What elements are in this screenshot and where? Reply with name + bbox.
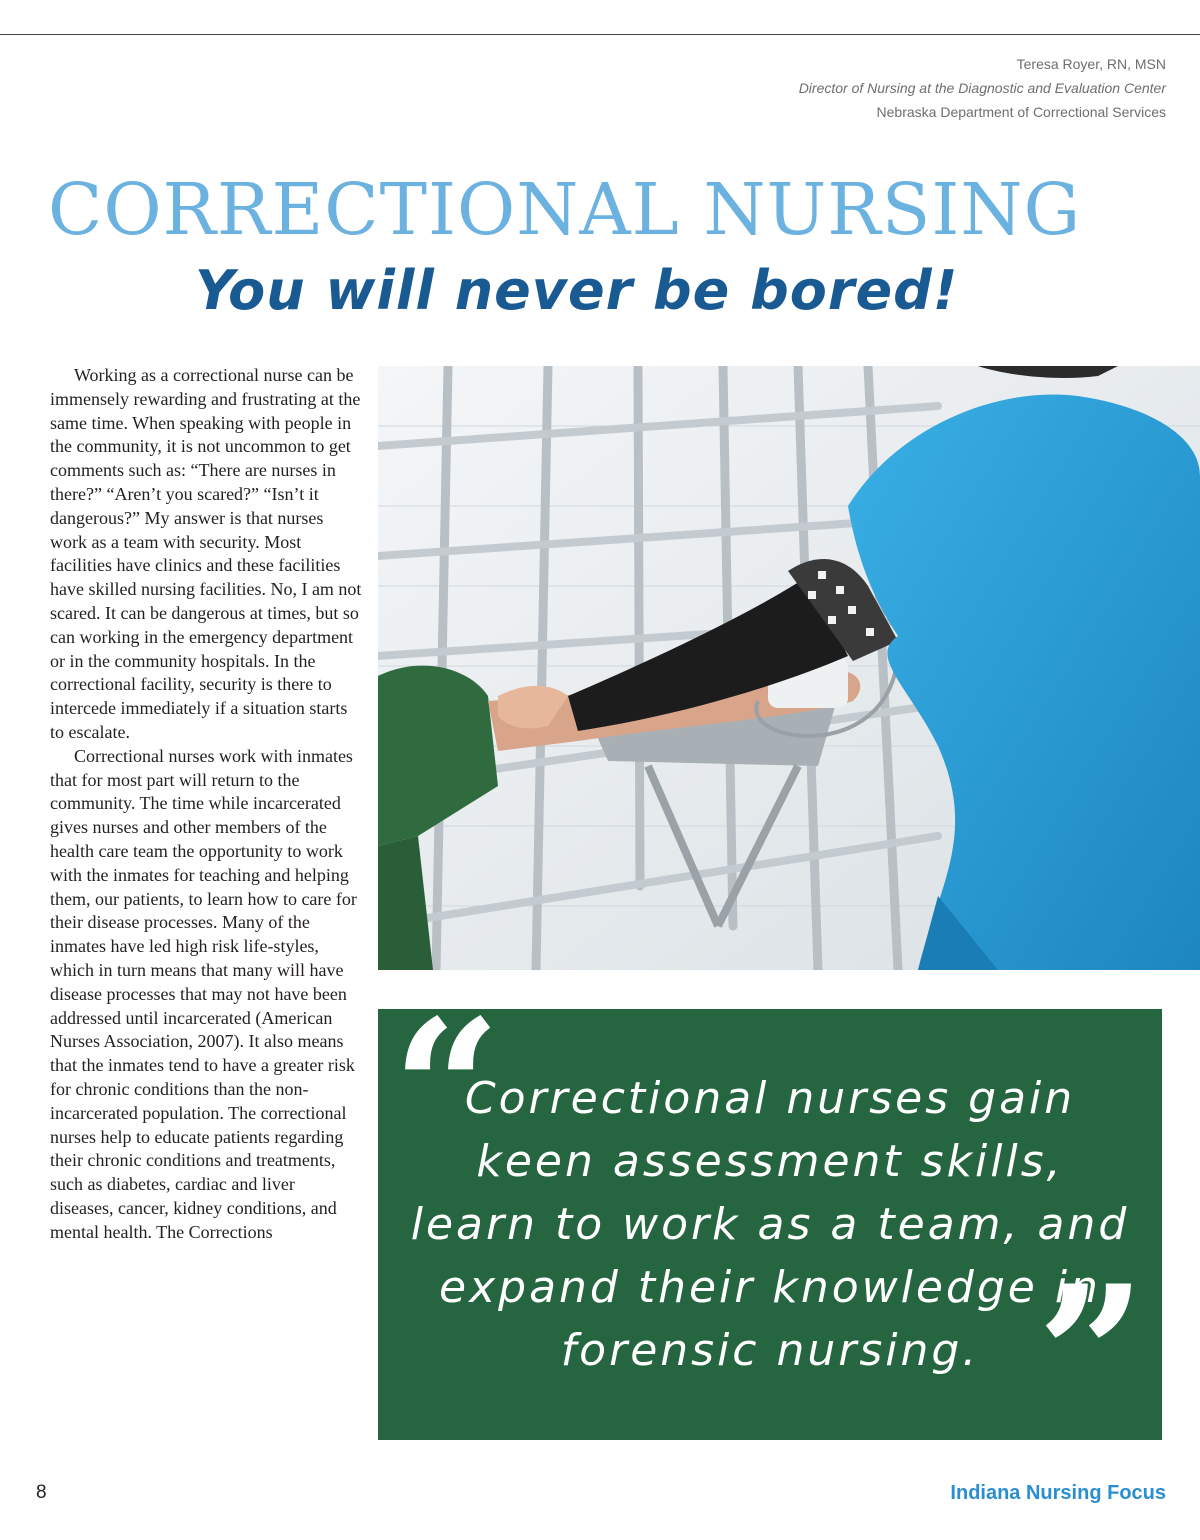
pull-quote [378,978,1162,1467]
open-quote-mark: “ [392,978,502,1201]
top-rule [0,34,1200,35]
author-name: Teresa Royer, RN, MSN [1016,56,1166,72]
article-photo [378,366,1200,970]
author-organization: Nebraska Department of Correctional Services [876,104,1166,120]
author-role: Director of Nursing at the Diagnostic and Evaluation Center [798,80,1166,96]
byline [799,52,1166,124]
article-title: CORRECTIONAL NURSING [48,168,1082,251]
nurse-blood-pressure-illustration [378,366,1200,970]
pull-quote-text: Correctional nurses gain keen assessment skills, learn to work as a team, and expand their knowledge in forensic nursing. [410,1073,1130,1376]
page-number: 8 [36,1482,47,1503]
body-paragraph: Working as a correctional nurse can be immensely rewarding and frustrating at the same time. When speaking with people in the community, it is not uncommon to get comments such as: “There are nurses in there?” “Aren’t you scared?” “Isn’t it dangerous?” My answer is that nurses work as a team with security. Most facilities have clinics and these facilities have skilled nursing facilities. No, I am not scared. It can be dangerous at times, but so can working in the emergency department or in the community hospitals. In the correctional facility, security is there to intercede immediately if a situation starts to escalate. [50,365,362,742]
body-paragraph: Correctional nurses work with inmates that for most part will return to the community. The time while incarcerated gives nurses and other members of the health care team the opportunity to work with the inmates for teaching and helping them, our patients, to learn how to care for their disease processes. Many of the inmates have led high risk life-styles, which in turn means that many will have disease processes that may not have been addressed until incarcerated (American Nurses Association, 2007). It also means that the inmates tend to have a greater risk for chronic conditions than the non-incarcerated population. The correctional nurses help to educate patients regarding their chronic conditions and treatments, such as diabetes, cardiac and liver diseases, cancer, kidney conditions, and mental health. The Corrections [50,745,357,1242]
article-body [50,364,362,1244]
close-quote-mark: ” [1036,1244,1146,1467]
magazine-name: Indiana Nursing Focus [950,1482,1166,1504]
article-subtitle: You will never be bored! [195,259,959,322]
